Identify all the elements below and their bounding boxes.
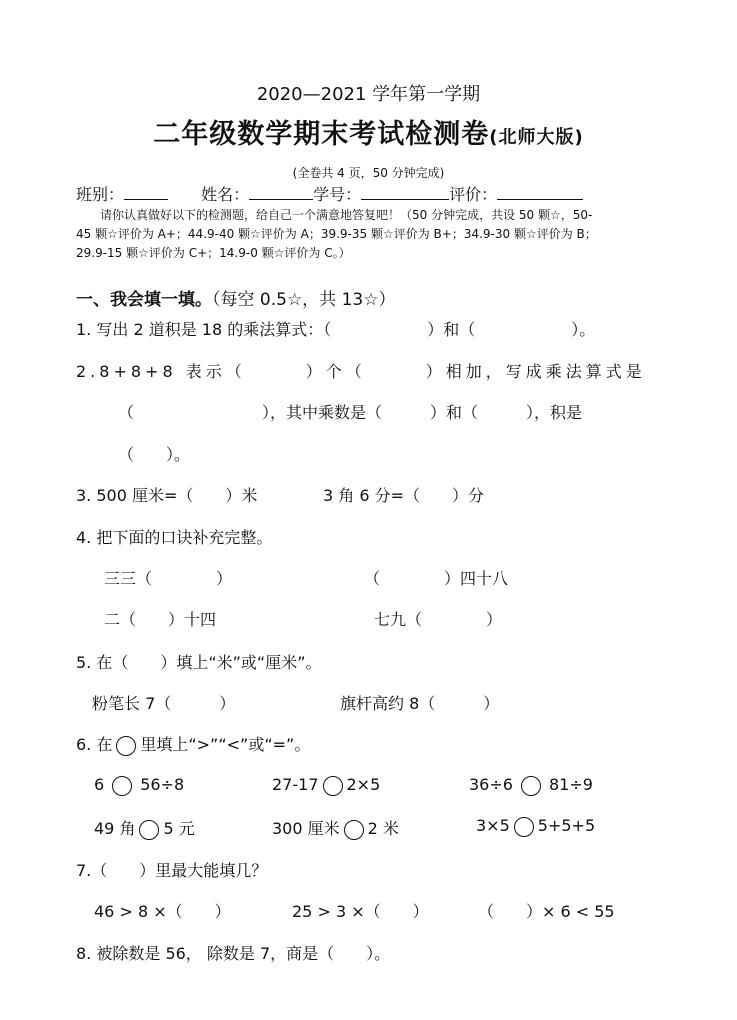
compare-right: 5+5+5: [537, 816, 596, 835]
intro-line-3: 29.9-15 颗☆评价为 C+；14.9-0 颗☆评价为 C。）: [76, 246, 351, 260]
compare-right: 2×5: [346, 775, 381, 794]
q5-item-b: 旗杆高约 8（ ）: [340, 694, 500, 713]
exam-note: (全卷共 4 页，50 分钟完成): [292, 166, 445, 180]
q7-item-a: 46 > 8 ×（ ）: [94, 902, 231, 921]
q6-text-pre: 6. 在: [76, 735, 113, 754]
question-2-line-3: （ ）。: [118, 445, 191, 464]
answer-circle[interactable]: [344, 820, 364, 840]
question-3-part-1: 3. 500 厘米=（ ）米: [76, 486, 258, 505]
q4-item-d: 七九（ ）: [374, 610, 503, 629]
class-label: 班别：: [76, 185, 125, 204]
section-title: 一、我会填一填。: [76, 290, 212, 310]
compare-left: 3×5: [476, 816, 510, 835]
q7-item-c: （ ）× 6 < 55: [478, 902, 615, 921]
q4-item-b: （ ）四十八: [364, 569, 509, 588]
q6-compare-5: [272, 816, 399, 840]
page-title: [0, 112, 737, 151]
question-2-line-1: 2.8+8+8 表示（ ）个（ ）相加，写成乘法算式是: [76, 362, 646, 381]
compare-right: 2 米: [367, 819, 399, 838]
title-edition: (北师大版): [489, 127, 584, 148]
compare-left: 300 厘米: [272, 819, 340, 838]
question-1: 1. 写出 2 道积是 18 的乘法算式：（ ）和（ ）。: [76, 320, 596, 339]
answer-circle[interactable]: [112, 776, 132, 796]
question-6: [76, 732, 310, 756]
id-label: 学号：: [313, 185, 362, 204]
compare-left: 27-17: [272, 775, 319, 794]
info-line: [76, 182, 583, 205]
q6-compare-3: [469, 775, 593, 796]
eval-label: 评价：: [449, 185, 498, 204]
compare-right: 81÷9: [548, 775, 593, 794]
q6-compare-6: [476, 816, 595, 837]
q6-compare-1: [94, 775, 184, 796]
q4-item-c: 二（ ）十四: [104, 610, 217, 629]
q5-item-a: 粉笔长 7（ ）: [92, 694, 236, 713]
question-2-line-2: （ ），其中乘数是（ ）和（ ），积是: [118, 403, 583, 422]
title-main: 二年级数学期末考试检测卷: [153, 119, 490, 150]
question-8: 8. 被除数是 56， 除数是 7，商是（ ）。: [76, 944, 391, 963]
circle-icon: [116, 736, 136, 756]
id-field[interactable]: [361, 183, 449, 200]
section-points: （每空 0.5☆，共 13☆）: [212, 290, 396, 310]
question-3-part-2: 3 角 6 分=（ ）分: [323, 486, 485, 505]
compare-right: 5 元: [163, 819, 195, 838]
q6-text-post: 里填上“>”“<”或“=”。: [140, 735, 311, 754]
compare-left: 36÷6: [469, 775, 513, 794]
answer-circle[interactable]: [139, 820, 159, 840]
name-field[interactable]: [249, 183, 313, 200]
class-field[interactable]: [124, 183, 168, 200]
answer-circle[interactable]: [514, 817, 534, 837]
q4-item-a: 三三（ ）: [104, 569, 233, 588]
name-label: 姓名：: [201, 185, 250, 204]
q6-compare-2: [272, 775, 380, 796]
answer-circle[interactable]: [521, 776, 541, 796]
school-year: 2020—2021 学年第一学期: [256, 84, 481, 105]
q6-compare-4: [94, 816, 195, 840]
answer-circle[interactable]: [323, 776, 343, 796]
question-7: 7.（ ）里最大能填几？: [76, 861, 268, 880]
intro-line-1: 请你认真做好以下的检测题，给自己一个满意地答复吧！（50 分钟完成，共设 50 颗☆，50-: [100, 208, 593, 222]
compare-right: 56÷8: [140, 775, 185, 794]
eval-field[interactable]: [497, 183, 583, 200]
question-4: 4. 把下面的口诀补充完整。: [76, 528, 273, 547]
section-heading: [76, 285, 395, 310]
intro-line-2: 45 颗☆评价为 A+；44.9-40 颗☆评价为 A；39.9-35 颗☆评价为 B+；34.9-30 颗☆评价为 B；: [76, 227, 597, 241]
compare-left: 6: [94, 775, 105, 794]
compare-left: 49 角: [94, 819, 136, 838]
question-5: 5. 在（ ）填上“米”或“厘米”。: [76, 653, 322, 672]
q7-item-b: 25 > 3 ×（ ）: [292, 902, 429, 921]
